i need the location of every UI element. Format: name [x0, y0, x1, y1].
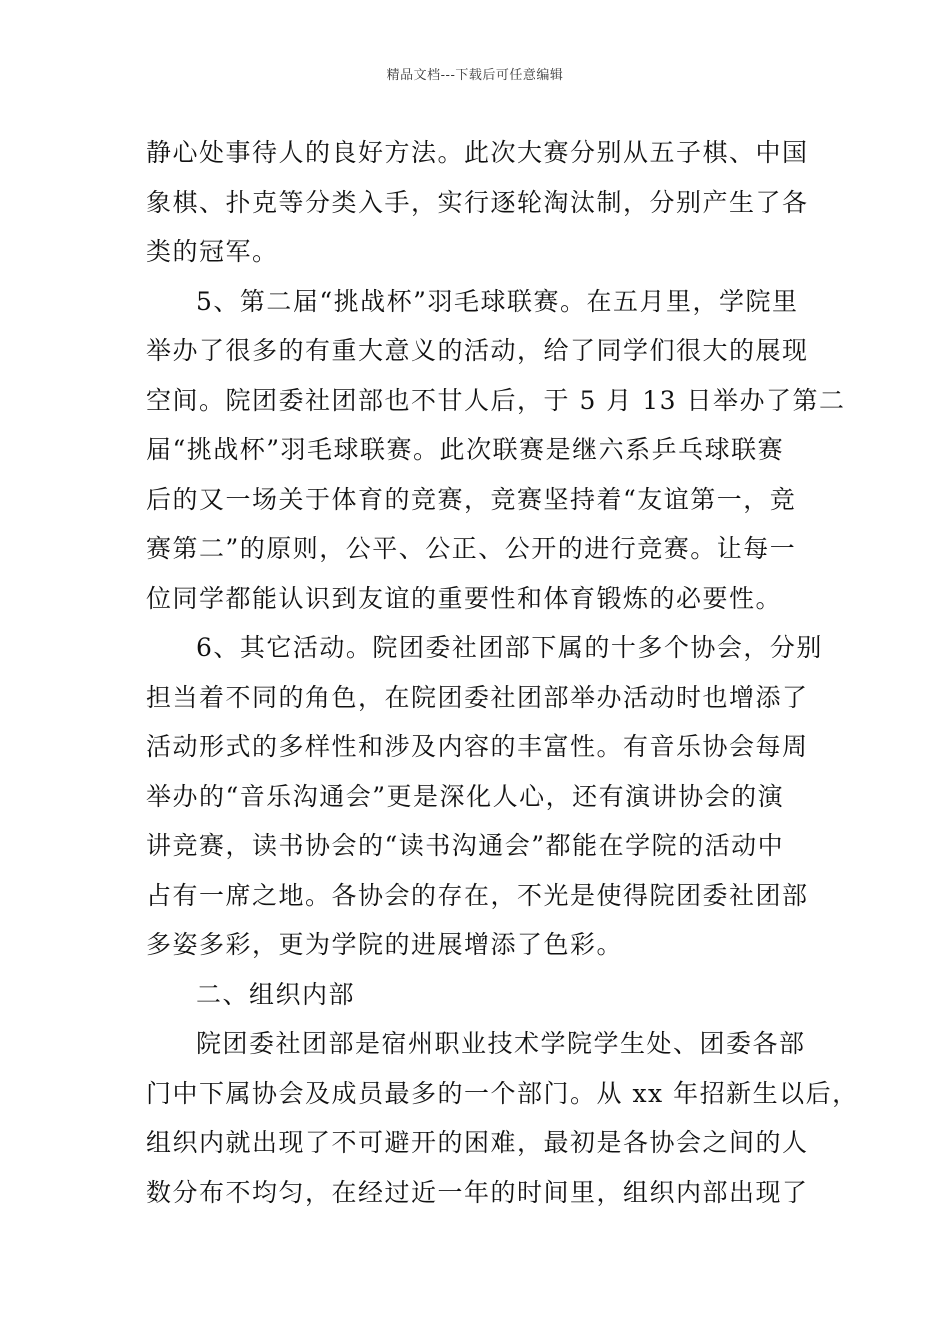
text-line: 多姿多彩，更为学院的进展增添了色彩。 [146, 930, 624, 959]
text-line: 门中下属协会及成员最多的一个部门。从 xx 年招新生以后， [146, 1078, 859, 1108]
text-line: 举办了很多的有重大意义的活动，给了同学们很大的展现 [146, 336, 809, 365]
text-line: 担当着不同的角色，在院团委社团部举办活动时也增添了 [146, 682, 809, 712]
text-line: 届“挑战杯”羽毛球联赛。此次联赛是继六系乒乓球联赛 [146, 435, 785, 464]
paragraph-start-line: 6、其它活动。院团委社团部下属的十多个协会，分别 [196, 633, 823, 662]
text-line: 占有一席之地。各协会的存在，不光是使得院团委社团部 [146, 880, 809, 910]
text-line: 静心处事待人的良好方法。此次大赛分别从五子棋、中国 [146, 138, 809, 167]
text-line: 活动形式的多样性和涉及内容的丰富性。有音乐协会每周 [146, 732, 809, 761]
text-line: 象棋、扑克等分类入手，实行逐轮淘汰制，分别产生了各 [146, 187, 809, 217]
text-line: 空间。院团委社团部也不甘人后，于 5 月 13 日举办了第二 [146, 385, 846, 415]
text-line: 举办的“音乐沟通会”更是深化人心，还有演讲协会的演 [146, 781, 785, 811]
paragraph-start-line: 5、第二届“挑战杯”羽毛球联赛。在五月里，学院里 [196, 286, 799, 316]
text-line: 位同学都能认识到友谊的重要性和体育锻炼的必要性。 [146, 583, 783, 613]
text-line: 类的冠军。 [146, 237, 279, 266]
text-line: 后的又一场关于体育的竞赛，竞赛坚持着“友谊第一，竞 [146, 484, 797, 514]
paragraph-start-line: 院团委社团部是宿州职业技术学院学生处、团委各部 [196, 1029, 806, 1058]
text-line: 赛第二”的原则，公平、公正、公开的进行竞赛。让每一 [146, 534, 797, 563]
text-line: 组织内就出现了不可避开的困难，最初是各协会之间的人 [146, 1128, 809, 1157]
page-header: 精品文档---下载后可任意编辑 [386, 68, 564, 83]
text-line: 讲竞赛，读书协会的“读书沟通会”都能在学院的活动中 [146, 831, 785, 860]
text-line: 数分布不均匀，在经过近一年的时间里，组织内部出现了 [146, 1177, 809, 1207]
section-heading: 二、组织内部 [196, 979, 356, 1009]
document-body [146, 128, 859, 1217]
